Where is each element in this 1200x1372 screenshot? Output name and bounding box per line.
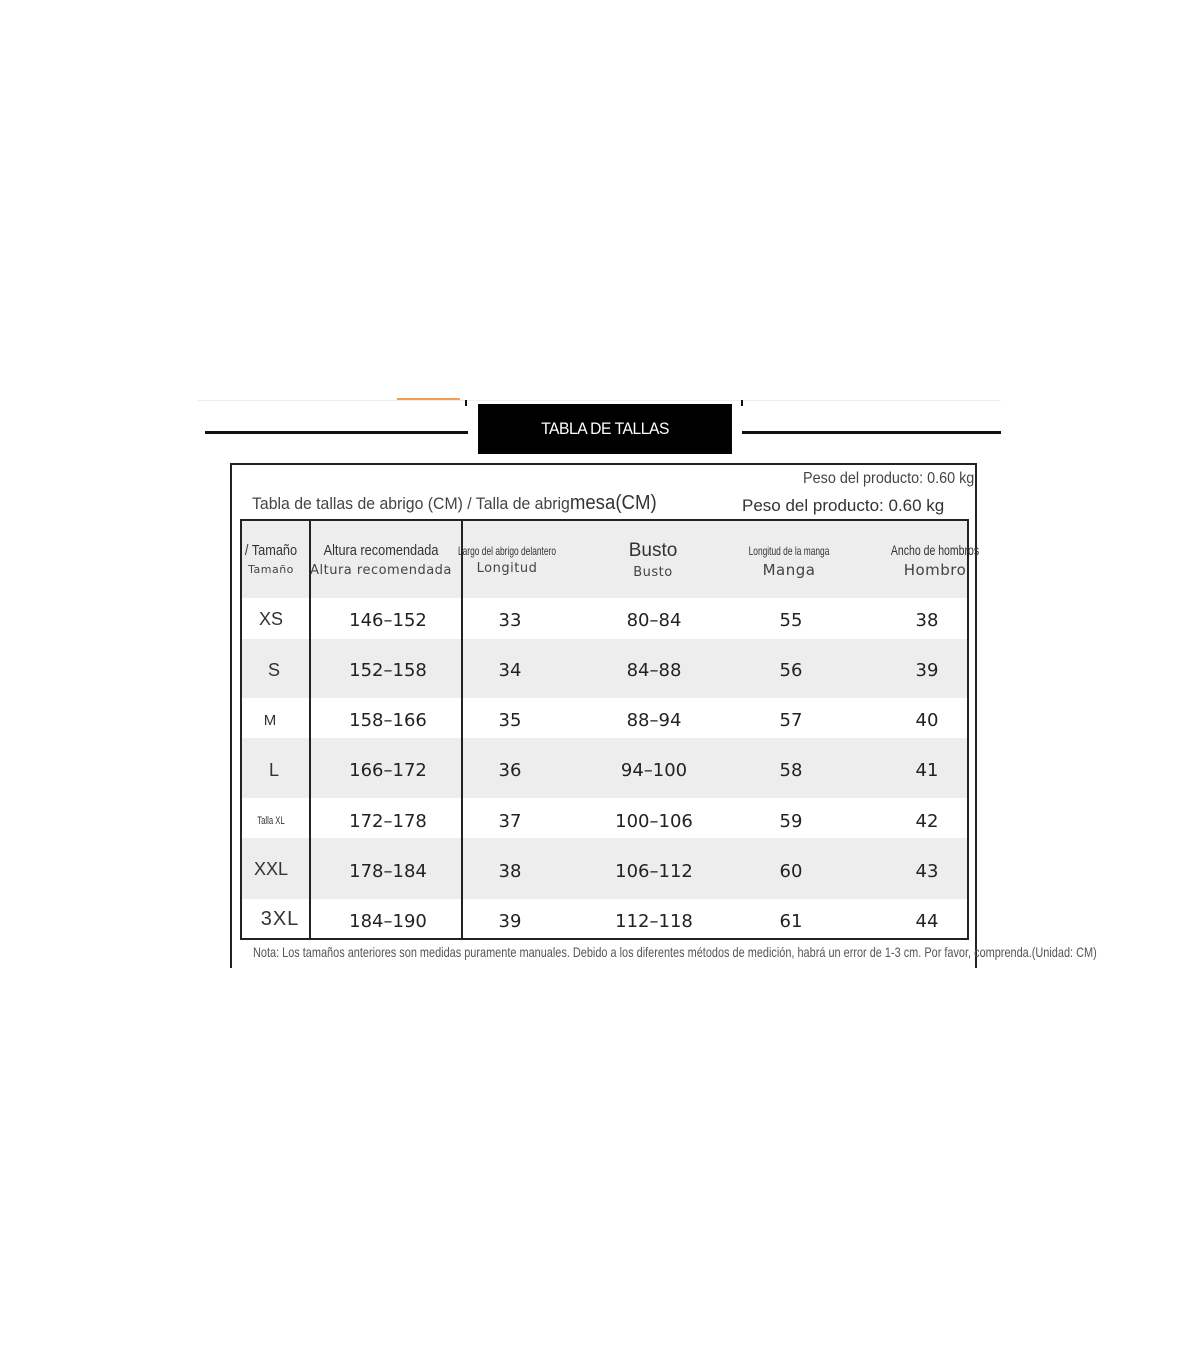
bust-cell: 100–106 bbox=[615, 811, 693, 832]
header-length bbox=[437, 545, 577, 576]
bust-cell: 94–100 bbox=[620, 760, 688, 781]
header-size-sub: Tamaño bbox=[248, 562, 294, 576]
height-cell: 178–184 bbox=[349, 861, 427, 882]
shoulder-cell: 39 bbox=[915, 660, 939, 681]
chart-subtitle bbox=[252, 492, 657, 515]
height-cell: 184–190 bbox=[349, 911, 427, 932]
sleeve-cell: 61 bbox=[779, 911, 803, 932]
height-cell: 158–166 bbox=[349, 710, 427, 731]
bust-cell: 88–94 bbox=[626, 710, 682, 731]
sleeve-cell: 55 bbox=[779, 610, 803, 631]
header-size bbox=[240, 543, 301, 576]
shoulder-cell: 40 bbox=[915, 710, 939, 731]
header-sleeve bbox=[731, 545, 846, 579]
header-shoulder-sub: Hombro bbox=[903, 561, 967, 580]
product-weight: Peso del producto: 0.60 kg bbox=[803, 470, 975, 487]
height-cell: 172–178 bbox=[349, 811, 427, 832]
height-cell: 146–152 bbox=[349, 610, 427, 631]
bust-cell: 112–118 bbox=[615, 911, 693, 932]
height-cell: 152–158 bbox=[349, 660, 427, 681]
size-cell: M bbox=[263, 712, 277, 729]
size-cell: Talla XL bbox=[257, 815, 285, 827]
length-cell: 36 bbox=[498, 760, 522, 781]
title-rule-right bbox=[742, 431, 1001, 434]
size-cell: XS bbox=[258, 609, 284, 629]
length-cell: 34 bbox=[498, 660, 522, 681]
length-cell: 33 bbox=[498, 610, 522, 631]
header-bust bbox=[629, 541, 678, 580]
product-weight-secondary: Peso del producto: 0.60 kg bbox=[742, 496, 945, 515]
bust-cell: 84–88 bbox=[626, 660, 682, 681]
column-divider bbox=[461, 521, 463, 938]
sleeve-cell: 57 bbox=[779, 710, 803, 731]
accent-bar bbox=[397, 398, 460, 400]
header-height bbox=[310, 543, 452, 578]
length-cell: 38 bbox=[498, 861, 522, 882]
shoulder-cell: 43 bbox=[915, 861, 939, 882]
shoulder-cell: 44 bbox=[915, 911, 939, 932]
size-cell: S bbox=[267, 660, 281, 680]
header-size-main: / Tamaño bbox=[244, 542, 298, 559]
length-cell: 35 bbox=[498, 710, 522, 731]
sleeve-cell: 58 bbox=[779, 760, 803, 781]
header-bust-main: Busto bbox=[628, 540, 678, 561]
header-bust-sub: Busto bbox=[633, 564, 673, 580]
bust-cell: 80–84 bbox=[626, 610, 682, 631]
header-height-main: Altura recomendada bbox=[323, 542, 439, 559]
title-rule-left bbox=[205, 431, 468, 434]
shoulder-cell: 42 bbox=[915, 811, 939, 832]
size-cell: 3XL bbox=[260, 908, 300, 930]
header-height-sub: Altura recomendada bbox=[310, 562, 452, 578]
header-shoulder-main: Ancho de hombros bbox=[890, 542, 980, 558]
shoulder-cell: 41 bbox=[915, 760, 939, 781]
length-cell: 37 bbox=[498, 811, 522, 832]
header-sleeve-sub: Manga bbox=[762, 561, 816, 580]
column-divider bbox=[309, 521, 311, 938]
height-cell: 166–172 bbox=[349, 760, 427, 781]
size-chart-title: TABLA DE TALLAS bbox=[478, 404, 732, 454]
sleeve-cell: 56 bbox=[779, 660, 803, 681]
subtitle-text: Tabla de tallas de abrigo (CM) / Talla de abrig bbox=[252, 494, 570, 513]
sleeve-cell: 60 bbox=[779, 861, 803, 882]
bust-cell: 106–112 bbox=[615, 861, 693, 882]
subtitle-text-overlay: mesa(CM) bbox=[569, 492, 657, 514]
header-shoulder bbox=[876, 543, 994, 579]
measurement-note: Nota: Los tamaños anteriores son medidas puramente manuales. Debido a los diferentes métodos de medición, habrá un error de 1-3 cm. Por favor, comprenda.(Unidad: CM) bbox=[253, 944, 1097, 960]
top-divider bbox=[198, 400, 1001, 401]
header-length-main: Largo del abrigo delantero bbox=[457, 544, 557, 558]
shoulder-cell: 38 bbox=[915, 610, 939, 631]
header-sleeve-main: Longitud de la manga bbox=[748, 544, 830, 558]
size-cell: XXL bbox=[253, 859, 289, 879]
banner-tick bbox=[741, 400, 743, 406]
sleeve-cell: 59 bbox=[779, 811, 803, 832]
header-length-sub: Longitud bbox=[476, 561, 538, 577]
banner-tick bbox=[465, 400, 467, 406]
size-cell: L bbox=[268, 760, 280, 780]
length-cell: 39 bbox=[498, 911, 522, 932]
